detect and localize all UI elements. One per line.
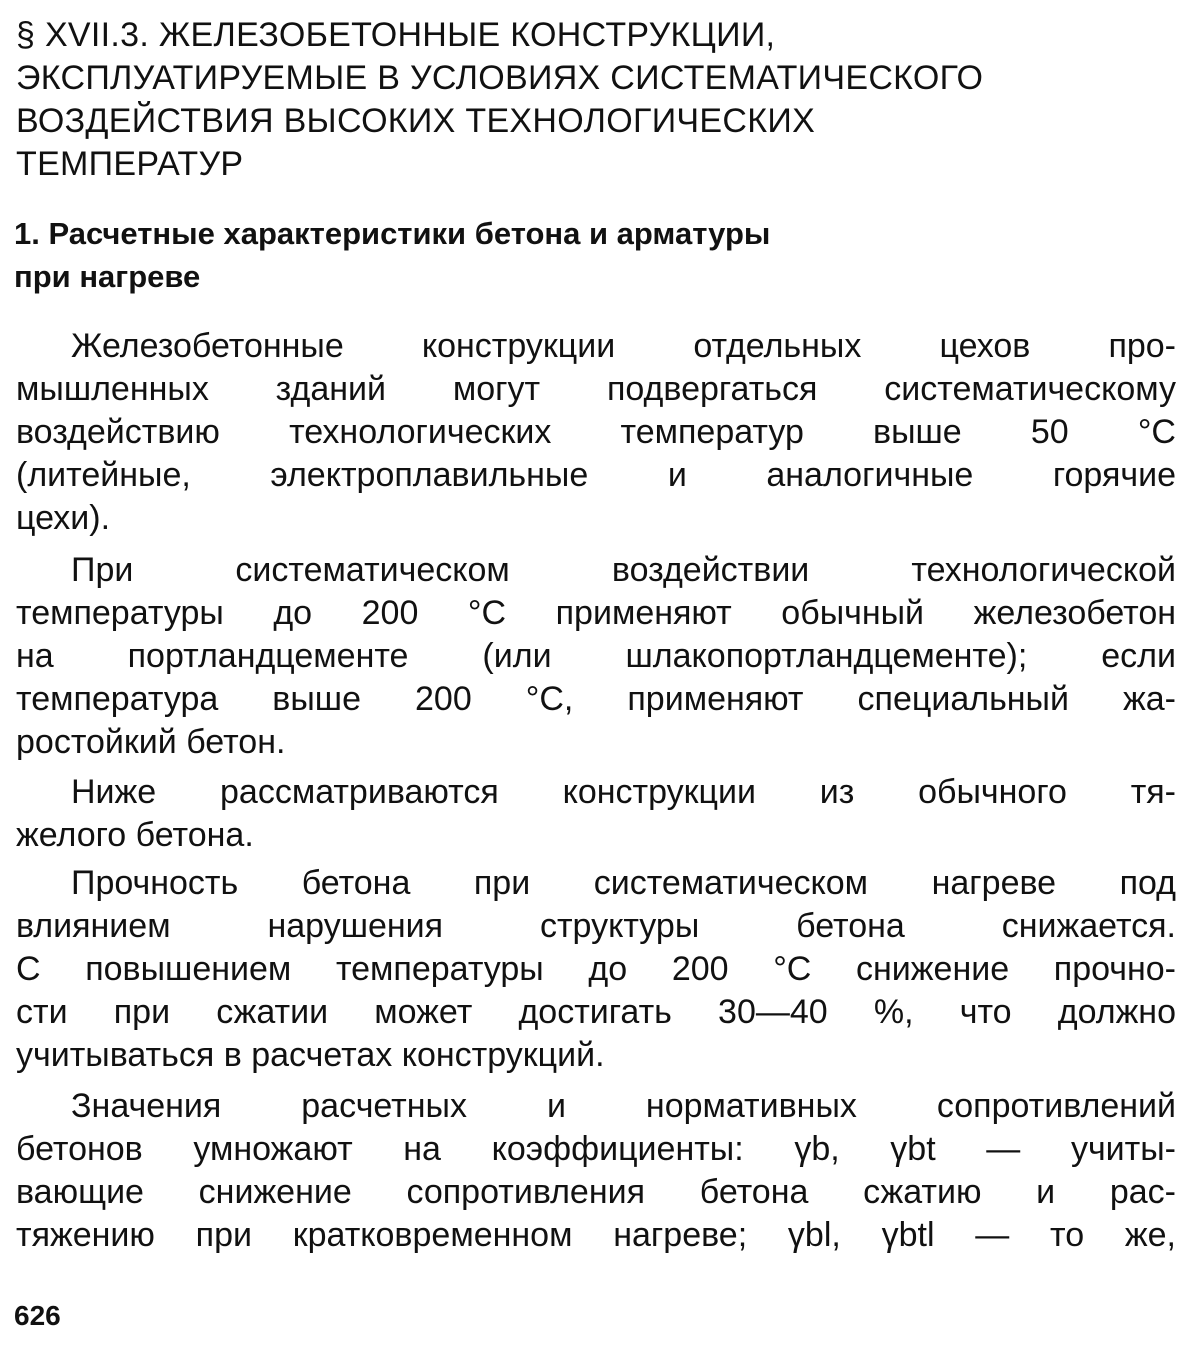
text-line: бетонов умножают на коэффициенты: γb, γbt — учиты- [16,1130,1176,1168]
text-line: сти при сжатии может достигать 30—40 %, что должно [16,993,1176,1031]
text-line: влиянием нарушения структуры бетона снижается. [16,907,1176,945]
section-title-line: ВОЗДЕЙСТВИЯ ВЫСОКИХ ТЕХНОЛОГИЧЕСКИХ [16,102,816,140]
text-line: учитываться в расчетах конструкций. [16,1036,605,1074]
subsection-title [14,212,1114,298]
section-title [16,14,1166,186]
subsection-title-line: при нагреве [14,259,201,294]
paragraph-heavy-concrete [16,771,1176,857]
paragraph-coefficients [16,1085,1176,1257]
section-title-line: ЭКСПЛУАТИРУЕМЫЕ В УСЛОВИЯХ СИСТЕМАТИЧЕСКОГО [16,59,984,97]
text-line: Ниже рассматриваются конструкции из обычного тя- [71,773,1176,811]
text-line: ростойкий бетон. [16,723,286,761]
text-line: температуры до 200 °C применяют обычный железобетон [16,594,1176,632]
text-line: Прочность бетона при систематическом нагреве под [71,864,1176,902]
text-line: мышленных зданий могут подвергаться систематическому [16,370,1176,408]
text-line: температура выше 200 °C, применяют специальный жа- [16,680,1176,718]
text-line: Значения расчетных и нормативных сопротивлений [71,1087,1176,1125]
paragraph-temperature-limits [16,549,1176,764]
text-line: При систематическом воздействии технологической [71,551,1176,589]
text-line: цехи). [16,499,111,537]
text-line: (литейные, электроплавильные и аналогичные горячие [16,456,1176,494]
text-line: Железобетонные конструкции отдельных цехов про- [71,327,1176,365]
text-line: вающие снижение сопротивления бетона сжатию и рас- [16,1173,1176,1211]
section-title-line: ТЕМПЕРАТУР [16,145,244,183]
page-number: 626 [14,1300,61,1331]
text-line: на портландцементе (или шлакопортландцементе); если [16,637,1176,675]
text-line: воздействию технологических температур выше 50 °C [16,413,1176,451]
text-line: тяжению при кратковременном нагреве; γbl, γbtl — то же, [16,1216,1176,1254]
text-line: С повышением температуры до 200 °C снижение прочно- [16,950,1176,988]
paragraph-heated-shops [16,325,1176,540]
subsection-title-line: 1. Расчетные характеристики бетона и арматуры [14,216,771,251]
text-line: желого бетона. [16,816,254,854]
paragraph-strength-reduction [16,862,1176,1077]
section-title-line: § XVII.3. ЖЕЛЕЗОБЕТОННЫЕ КОНСТРУКЦИИ, [16,16,776,54]
